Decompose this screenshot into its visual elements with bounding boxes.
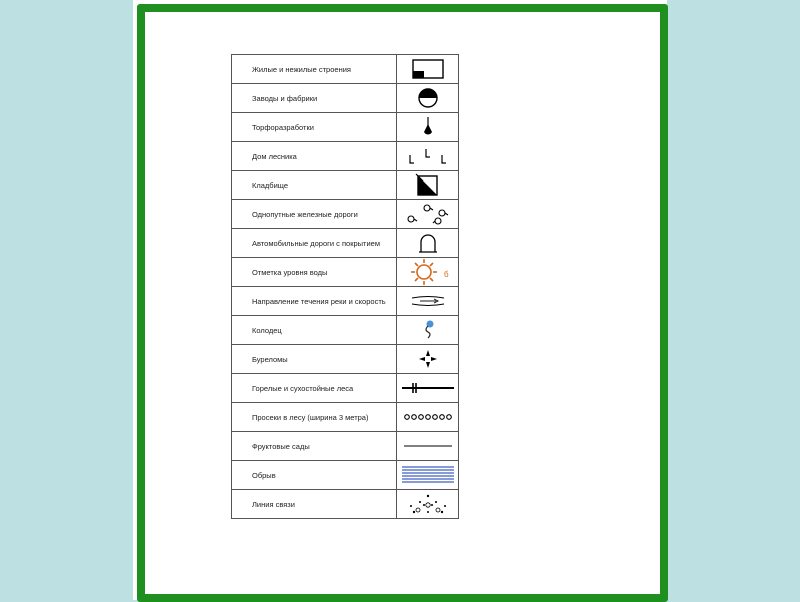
legend-label: Заводы и фабрики (232, 84, 397, 113)
legend-label: Линия связи (232, 490, 397, 519)
legend-row (232, 403, 459, 432)
legend-label: Горелые и сухостойные леса (232, 374, 397, 403)
legend-row (232, 287, 459, 316)
windfall-icon (417, 348, 439, 370)
legend-row (232, 432, 459, 461)
legend-row (232, 490, 459, 519)
legend-label: Торфоразработки (232, 113, 397, 142)
cliff-icon (401, 464, 455, 486)
legend-label: Дом лесника (232, 142, 397, 171)
legend-row (232, 316, 459, 345)
building-icon (411, 58, 445, 80)
legend-row (232, 84, 459, 113)
river-flow-icon (408, 293, 448, 309)
legend-row (232, 345, 459, 374)
legend-row (232, 200, 459, 229)
legend-label: Обрыв (232, 461, 397, 490)
paved-road-icon (417, 232, 439, 254)
legend-row (232, 374, 459, 403)
burnt-forest-icon (400, 381, 456, 395)
legend-label: Колодец (232, 316, 397, 345)
orchard-icon (402, 441, 454, 451)
legend-label: Однопутные железные дороги (232, 200, 397, 229)
legend-label: Фруктовые сады (232, 432, 397, 461)
well-icon (420, 318, 436, 342)
legend-row (232, 142, 459, 171)
railway-icon (405, 202, 451, 226)
legend-label: Направление течения реки и скорость (232, 287, 397, 316)
legend-label: Кладбище (232, 171, 397, 200)
legend-row (232, 461, 459, 490)
legend-row (232, 55, 459, 84)
legend-label: Просеки в лесу (ширина 3 метра) (232, 403, 397, 432)
communication-line-icon (406, 492, 450, 516)
water-level-icon (406, 258, 450, 286)
legend-row (232, 229, 459, 258)
water-level-mark: б (443, 270, 449, 279)
peat-bog-icon (420, 115, 436, 139)
legend-row (232, 113, 459, 142)
factory-icon (416, 87, 440, 109)
cemetery-icon (415, 173, 441, 197)
legend-row (232, 171, 459, 200)
legend-label: Жилые и нежилые строения (232, 55, 397, 84)
legend-label: Буреломы (232, 345, 397, 374)
forest-clearing-icon (403, 411, 453, 423)
legend-row (232, 258, 459, 287)
forester-house-icon (406, 145, 450, 167)
legend-label: Автомобильные дороги с покрытием (232, 229, 397, 258)
map-symbols-legend (231, 54, 459, 519)
legend-label: Отметка уровня воды (232, 258, 397, 287)
